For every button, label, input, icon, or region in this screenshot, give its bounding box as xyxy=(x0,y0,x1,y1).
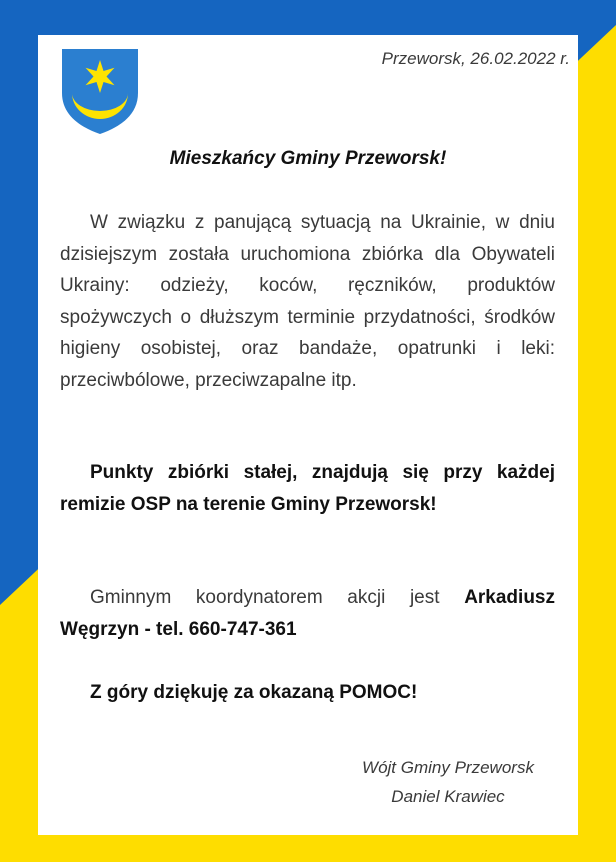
coordinator-intro-text: Gminnym koordynatorem akcji jest xyxy=(90,587,465,608)
letter-heading: Mieszkańcy Gminy Przeworsk! xyxy=(169,148,447,169)
signature-title: Wójt Gminy Przeworsk xyxy=(362,758,534,777)
letter-sheet xyxy=(38,35,578,835)
paragraph-collection-info: W związku z panującą sytuacją na Ukrainie, w dniu dzisiejszym została uruchomiona zbiórka dla Obywateli Ukrainy: odzieży, koców, ręczników, produktów spożywczych o dłuższym terminie przydatności, środków higieny osobistej, oraz bandaże, opatrunki i leki: przeciwbólowe, przeciwzapalne itp. xyxy=(60,212,555,391)
paragraph-coordinator xyxy=(60,582,555,645)
signature-block xyxy=(328,753,568,811)
letter-date: Przeworsk, 26.02.2022 r. xyxy=(381,49,570,68)
signature-name: Daniel Krawiec xyxy=(391,787,505,806)
paragraph-collection-points: Punkty zbiórki stałej, znajdują się przy każdej remizie OSP na terenie Gminy Przeworsk! xyxy=(60,462,555,515)
coordinator-name-phone: Arkadiusz Węgrzyn - tel. 660-747-361 xyxy=(60,587,555,640)
thanks-line: Z góry dziękuję za okazaną POMOC! xyxy=(90,682,418,703)
coat-of-arms-star-crescent-icon xyxy=(60,47,140,135)
